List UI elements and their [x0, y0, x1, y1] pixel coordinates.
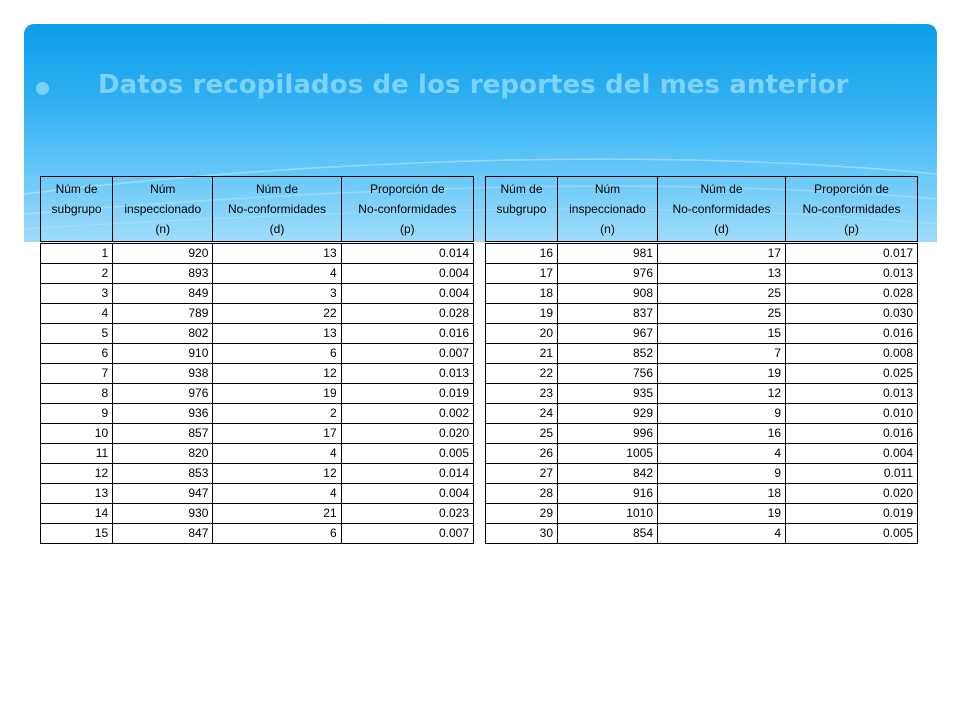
cell-subgroup: 7	[41, 364, 113, 384]
cell-inspected: 916	[558, 484, 658, 504]
slide-title: Datos recopilados de los reportes del mes anterior	[98, 70, 849, 100]
table-row	[41, 284, 474, 304]
cell-subgroup: 17	[486, 264, 558, 284]
cell-subgroup: 30	[486, 524, 558, 544]
cell-inspected: 820	[113, 444, 213, 464]
cell-subgroup: 22	[486, 364, 558, 384]
header-nonconformities	[213, 177, 341, 243]
header-line: Núm de	[55, 182, 98, 196]
cell-nonconformities: 17	[658, 243, 786, 264]
cell-proportion: 0.016	[786, 324, 918, 344]
cell-subgroup: 25	[486, 424, 558, 444]
table-row	[41, 484, 474, 504]
table-row	[486, 484, 918, 504]
cell-inspected: 930	[113, 504, 213, 524]
cell-nonconformities: 7	[658, 344, 786, 364]
header-line: Proporción de	[814, 182, 889, 196]
cell-proportion: 0.020	[786, 484, 918, 504]
cell-proportion: 0.005	[786, 524, 918, 544]
cell-proportion: 0.016	[786, 424, 918, 444]
cell-inspected: 837	[558, 304, 658, 324]
header-line: (n)	[600, 222, 615, 236]
cell-proportion: 0.014	[341, 243, 473, 264]
table-row	[486, 284, 918, 304]
cell-subgroup: 3	[41, 284, 113, 304]
cell-subgroup: 24	[486, 404, 558, 424]
cell-subgroup: 8	[41, 384, 113, 404]
cell-nonconformities: 19	[658, 364, 786, 384]
cell-inspected: 849	[113, 284, 213, 304]
table-row	[486, 424, 918, 444]
header-nonconformities	[658, 177, 786, 243]
header-line: Proporción de	[369, 182, 445, 196]
cell-proportion: 0.013	[341, 364, 473, 384]
cell-nonconformities: 13	[213, 324, 341, 344]
cell-inspected: 756	[558, 364, 658, 384]
header-line: No-conformidades	[802, 202, 901, 216]
cell-inspected: 996	[558, 424, 658, 444]
cell-inspected: 981	[558, 243, 658, 264]
header-proportion	[786, 177, 918, 243]
cell-inspected: 852	[558, 344, 658, 364]
cell-inspected: 1010	[558, 504, 658, 524]
cell-inspected: 947	[113, 484, 213, 504]
cell-nonconformities: 12	[213, 464, 341, 484]
cell-inspected: 910	[113, 344, 213, 364]
cell-nonconformities: 19	[213, 384, 341, 404]
cell-proportion: 0.004	[786, 444, 918, 464]
table-row	[41, 504, 474, 524]
cell-inspected: 976	[113, 384, 213, 404]
cell-proportion: 0.007	[341, 344, 473, 364]
cell-proportion: 0.004	[341, 284, 473, 304]
table-row	[486, 243, 918, 264]
cell-subgroup: 20	[486, 324, 558, 344]
header-subgroup	[486, 177, 558, 243]
cell-subgroup: 15	[41, 524, 113, 544]
cell-inspected: 789	[113, 304, 213, 324]
header-line: inspeccionado	[569, 202, 646, 216]
cell-proportion: 0.002	[341, 404, 473, 424]
cell-proportion: 0.023	[341, 504, 473, 524]
cell-nonconformities: 13	[213, 243, 341, 264]
header-line: subgrupo	[496, 202, 547, 216]
header-line: Núm de	[500, 182, 543, 196]
cell-proportion: 0.030	[786, 304, 918, 324]
bullet-dot	[36, 82, 49, 95]
cell-nonconformities: 25	[658, 304, 786, 324]
table-row	[486, 264, 918, 284]
cell-nonconformities: 3	[213, 284, 341, 304]
cell-inspected: 976	[558, 264, 658, 284]
table-row	[486, 464, 918, 484]
cell-nonconformities: 6	[213, 344, 341, 364]
cell-nonconformities: 4	[213, 264, 341, 284]
cell-proportion: 0.028	[786, 284, 918, 304]
cell-nonconformities: 4	[213, 444, 341, 464]
cell-proportion: 0.005	[341, 444, 473, 464]
cell-proportion: 0.013	[786, 264, 918, 284]
data-table-left	[40, 176, 474, 544]
cell-proportion: 0.016	[341, 324, 473, 344]
cell-proportion: 0.004	[341, 484, 473, 504]
cell-subgroup: 11	[41, 444, 113, 464]
table-body-left	[41, 243, 474, 544]
header-inspected	[558, 177, 658, 243]
cell-nonconformities: 13	[658, 264, 786, 284]
cell-nonconformities: 15	[658, 324, 786, 344]
cell-inspected: 857	[113, 424, 213, 444]
table-row	[41, 304, 474, 324]
header-line	[43, 219, 110, 239]
cell-subgroup: 23	[486, 384, 558, 404]
cell-inspected: 967	[558, 324, 658, 344]
cell-proportion: 0.011	[786, 464, 918, 484]
table-row	[486, 304, 918, 324]
cell-proportion: 0.019	[786, 504, 918, 524]
cell-nonconformities: 18	[658, 484, 786, 504]
cell-inspected: 936	[113, 404, 213, 424]
cell-subgroup: 4	[41, 304, 113, 324]
header-line: (d)	[269, 222, 285, 236]
cell-proportion: 0.008	[786, 344, 918, 364]
cell-nonconformities: 17	[213, 424, 341, 444]
table-header-row	[41, 177, 474, 243]
cell-inspected: 853	[113, 464, 213, 484]
cell-nonconformities: 12	[658, 384, 786, 404]
header-inspected	[113, 177, 213, 243]
header-line: Núm de	[256, 182, 299, 196]
cell-subgroup: 29	[486, 504, 558, 524]
table-row	[41, 524, 474, 544]
cell-inspected: 920	[113, 243, 213, 264]
header-line: inspeccionado	[124, 202, 202, 216]
cell-proportion: 0.007	[341, 524, 473, 544]
header-line: (n)	[155, 222, 171, 236]
cell-proportion: 0.010	[786, 404, 918, 424]
table-row	[486, 364, 918, 384]
cell-subgroup: 12	[41, 464, 113, 484]
cell-subgroup: 10	[41, 424, 113, 444]
header-line: Núm	[150, 182, 176, 196]
header-line: (p)	[399, 222, 415, 236]
header-subgroup	[41, 177, 113, 243]
table-row	[41, 364, 474, 384]
cell-proportion: 0.004	[341, 264, 473, 284]
table-row	[486, 384, 918, 404]
table-body-right	[486, 243, 918, 544]
table-row	[486, 444, 918, 464]
table-row	[41, 464, 474, 484]
header-line: Núm	[594, 182, 621, 196]
header-line: No-conformidades	[672, 202, 771, 216]
cell-proportion: 0.014	[341, 464, 473, 484]
cell-inspected: 893	[113, 264, 213, 284]
cell-proportion: 0.028	[341, 304, 473, 324]
cell-subgroup: 26	[486, 444, 558, 464]
cell-subgroup: 2	[41, 264, 113, 284]
cell-nonconformities: 4	[658, 444, 786, 464]
cell-inspected: 842	[558, 464, 658, 484]
table-row	[41, 384, 474, 404]
table-row	[486, 404, 918, 424]
cell-nonconformities: 19	[658, 504, 786, 524]
cell-proportion: 0.020	[341, 424, 473, 444]
cell-subgroup: 16	[486, 243, 558, 264]
cell-nonconformities: 16	[658, 424, 786, 444]
header-line: (d)	[714, 222, 729, 236]
cell-inspected: 847	[113, 524, 213, 544]
table-header-row	[486, 177, 918, 243]
cell-nonconformities: 21	[213, 504, 341, 524]
table-row	[486, 524, 918, 544]
cell-subgroup: 27	[486, 464, 558, 484]
cell-proportion: 0.017	[786, 243, 918, 264]
cell-inspected: 802	[113, 324, 213, 344]
cell-subgroup: 1	[41, 243, 113, 264]
cell-subgroup: 14	[41, 504, 113, 524]
cell-subgroup: 19	[486, 304, 558, 324]
header-line: (p)	[844, 222, 859, 236]
cell-inspected: 938	[113, 364, 213, 384]
cell-nonconformities: 12	[213, 364, 341, 384]
cell-subgroup: 18	[486, 284, 558, 304]
header-line: subgrupo	[51, 202, 102, 216]
cell-subgroup: 21	[486, 344, 558, 364]
cell-proportion: 0.025	[786, 364, 918, 384]
table-row	[41, 444, 474, 464]
table-row	[41, 324, 474, 344]
table-row	[486, 344, 918, 364]
cell-subgroup: 28	[486, 484, 558, 504]
table-row	[41, 404, 474, 424]
table-row	[41, 424, 474, 444]
header-proportion	[341, 177, 473, 243]
cell-nonconformities: 4	[213, 484, 341, 504]
cell-nonconformities: 25	[658, 284, 786, 304]
cell-nonconformities: 4	[658, 524, 786, 544]
cell-inspected: 935	[558, 384, 658, 404]
cell-proportion: 0.013	[786, 384, 918, 404]
table-row	[486, 504, 918, 524]
header-line: No-conformidades	[358, 202, 457, 216]
cell-inspected: 1005	[558, 444, 658, 464]
cell-proportion: 0.019	[341, 384, 473, 404]
cell-subgroup: 5	[41, 324, 113, 344]
cell-subgroup: 6	[41, 344, 113, 364]
cell-nonconformities: 6	[213, 524, 341, 544]
cell-nonconformities: 2	[213, 404, 341, 424]
cell-subgroup: 13	[41, 484, 113, 504]
cell-inspected: 854	[558, 524, 658, 544]
table-row	[486, 324, 918, 344]
cell-nonconformities: 9	[658, 404, 786, 424]
header-line: No-conformidades	[227, 202, 327, 216]
table-row	[41, 243, 474, 264]
data-table-right	[485, 176, 918, 544]
table-row	[41, 344, 474, 364]
cell-nonconformities: 22	[213, 304, 341, 324]
table-row	[41, 264, 474, 284]
cell-nonconformities: 9	[658, 464, 786, 484]
cell-inspected: 908	[558, 284, 658, 304]
cell-subgroup: 9	[41, 404, 113, 424]
header-line: Núm de	[700, 182, 743, 196]
cell-inspected: 929	[558, 404, 658, 424]
header-line	[488, 219, 555, 239]
